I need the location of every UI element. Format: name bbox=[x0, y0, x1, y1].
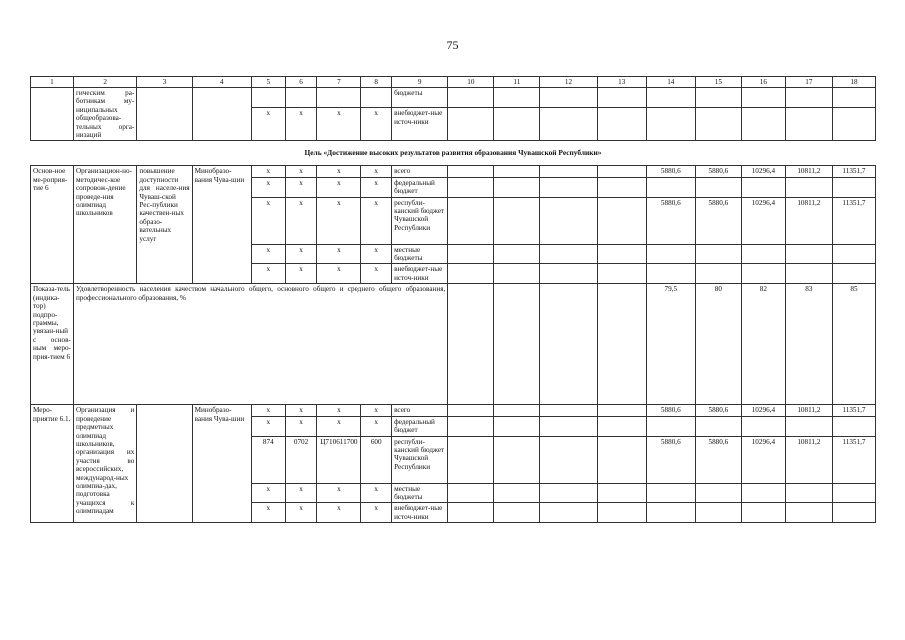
value-cell bbox=[832, 244, 875, 264]
code-cell: x bbox=[285, 197, 317, 244]
empty-cell bbox=[597, 436, 646, 483]
empty-cell bbox=[597, 244, 646, 264]
value-cell: 10296,4 bbox=[741, 197, 785, 244]
empty-cell bbox=[540, 503, 597, 523]
empty-cell bbox=[540, 88, 597, 108]
empty-cell bbox=[494, 503, 540, 523]
code-cell: x bbox=[251, 405, 285, 416]
indicator-text: Удовлетворенность населения качеством начального общего, основного общего и среднего общего образования, профессионального образования, % bbox=[73, 284, 447, 405]
empty-cell bbox=[494, 177, 540, 197]
m61-executor: Минобразо-вания Чува-шии bbox=[192, 405, 251, 523]
code-cell: x bbox=[317, 177, 361, 197]
funding-source: внебюджет-ные источ-ники bbox=[392, 108, 448, 141]
col-num: 3 bbox=[137, 77, 192, 88]
empty-cell bbox=[540, 264, 597, 284]
empty-cell bbox=[832, 88, 875, 108]
empty-cell bbox=[448, 503, 494, 523]
empty-cell bbox=[597, 108, 646, 141]
code-cell bbox=[251, 88, 285, 108]
value-cell: 11351,7 bbox=[832, 166, 875, 177]
code-cell: x bbox=[285, 244, 317, 264]
value-cell: 11351,7 bbox=[832, 436, 875, 483]
code-cell: x bbox=[251, 166, 285, 177]
page-number: 75 bbox=[446, 38, 459, 52]
kbk-code: 600 bbox=[361, 436, 392, 483]
empty-cell bbox=[597, 416, 646, 436]
code-cell: x bbox=[251, 483, 285, 503]
funding-source: внебюджет-ные источ-ники bbox=[392, 264, 448, 284]
col-num: 12 bbox=[540, 77, 597, 88]
code-cell: x bbox=[361, 503, 392, 523]
value-cell: 5880,6 bbox=[646, 197, 695, 244]
code-cell: x bbox=[251, 177, 285, 197]
empty-cell bbox=[494, 483, 540, 503]
empty-cell bbox=[448, 264, 494, 284]
code-cell: x bbox=[317, 108, 361, 141]
empty-cell bbox=[695, 88, 741, 108]
empty-cell bbox=[540, 436, 597, 483]
col-num: 18 bbox=[832, 77, 875, 88]
value-cell: 10811,2 bbox=[785, 197, 832, 244]
value-cell bbox=[741, 416, 785, 436]
code-cell bbox=[361, 88, 392, 108]
value-cell bbox=[695, 244, 741, 264]
om6-row bbox=[31, 166, 876, 177]
value-cell: 5880,6 bbox=[646, 436, 695, 483]
code-cell bbox=[285, 88, 317, 108]
code-cell: x bbox=[317, 197, 361, 244]
m61-label: Меро-приятие 6.1. bbox=[31, 405, 74, 523]
funding-source: республи-канский бюджет Чувашской Республики bbox=[392, 436, 448, 483]
empty-cell bbox=[448, 197, 494, 244]
value-cell: 5880,6 bbox=[646, 166, 695, 177]
code-cell: x bbox=[317, 244, 361, 264]
m61-title: Организация и проведение предметных олимпиад школьников, организация их участия во всероссийских, международ-ных олимпиа-дах, подготовка учащихся к олимпиадам bbox=[73, 405, 136, 523]
empty-cell bbox=[494, 166, 540, 177]
code-cell: x bbox=[285, 483, 317, 503]
empty-cell bbox=[646, 108, 695, 141]
code-cell: x bbox=[251, 264, 285, 284]
value-cell: 5880,6 bbox=[695, 436, 741, 483]
empty-cell bbox=[785, 88, 832, 108]
col-num: 16 bbox=[741, 77, 785, 88]
empty-cell bbox=[448, 88, 494, 108]
funding-source: местные бюджеты bbox=[392, 244, 448, 264]
col-num: 17 bbox=[785, 77, 832, 88]
value-cell: 5880,6 bbox=[646, 405, 695, 416]
cont-measure-text: гическим ра-ботникам му-ниципальных общеобразова-тельных орга-низаций bbox=[73, 88, 136, 141]
cont-col4 bbox=[192, 88, 251, 141]
empty-cell bbox=[494, 197, 540, 244]
indicator-row bbox=[31, 284, 876, 405]
value-cell bbox=[741, 244, 785, 264]
empty-cell bbox=[540, 416, 597, 436]
empty-cell bbox=[646, 88, 695, 108]
empty-cell bbox=[448, 284, 494, 405]
code-cell: x bbox=[251, 244, 285, 264]
empty-cell bbox=[540, 244, 597, 264]
goal-row bbox=[31, 141, 876, 166]
code-cell: x bbox=[285, 416, 317, 436]
empty-cell bbox=[494, 284, 540, 405]
empty-cell bbox=[448, 436, 494, 483]
empty-cell bbox=[540, 284, 597, 405]
code-cell: x bbox=[251, 197, 285, 244]
empty-cell bbox=[494, 436, 540, 483]
value-cell bbox=[741, 177, 785, 197]
m61-goal bbox=[137, 405, 192, 523]
value-cell bbox=[695, 177, 741, 197]
empty-cell bbox=[597, 177, 646, 197]
value-cell bbox=[695, 483, 741, 503]
value-cell: 10811,2 bbox=[785, 405, 832, 416]
empty-cell bbox=[741, 108, 785, 141]
indicator-value: 79,5 bbox=[646, 284, 695, 405]
code-cell: x bbox=[361, 108, 392, 141]
om6-goal: повышение доступности для населе-ния Чуваш-ской Рес-публики качествен-ных образо-вательных услуг bbox=[137, 166, 192, 284]
empty-cell bbox=[540, 108, 597, 141]
empty-cell bbox=[448, 416, 494, 436]
value-cell bbox=[646, 264, 695, 284]
empty-cell bbox=[597, 264, 646, 284]
empty-cell bbox=[494, 405, 540, 416]
empty-cell bbox=[540, 483, 597, 503]
value-cell bbox=[695, 264, 741, 284]
code-cell: x bbox=[361, 264, 392, 284]
empty-cell bbox=[540, 166, 597, 177]
col-num: 9 bbox=[392, 77, 448, 88]
program-table bbox=[30, 76, 876, 523]
code-cell: x bbox=[361, 166, 392, 177]
code-cell: x bbox=[285, 177, 317, 197]
value-cell bbox=[646, 177, 695, 197]
col-num: 14 bbox=[646, 77, 695, 88]
indicator-value: 85 bbox=[832, 284, 875, 405]
col-num: 10 bbox=[448, 77, 494, 88]
indicator-label: Показа-тель (индика-тор) подпро-граммы, увязан-ный с основ-ным меро-прия-тием 6 bbox=[31, 284, 74, 405]
indicator-value: 83 bbox=[785, 284, 832, 405]
m61-row bbox=[31, 405, 876, 416]
code-cell: x bbox=[361, 416, 392, 436]
value-cell bbox=[695, 503, 741, 523]
empty-cell bbox=[597, 483, 646, 503]
funding-source: бюджеты bbox=[392, 88, 448, 108]
value-cell bbox=[741, 503, 785, 523]
value-cell: 10296,4 bbox=[741, 436, 785, 483]
empty-cell bbox=[597, 503, 646, 523]
value-cell: 10296,4 bbox=[741, 166, 785, 177]
empty-cell bbox=[597, 197, 646, 244]
empty-cell bbox=[597, 166, 646, 177]
code-cell: x bbox=[251, 503, 285, 523]
code-cell: x bbox=[361, 177, 392, 197]
funding-source: всего bbox=[392, 166, 448, 177]
code-cell bbox=[317, 88, 361, 108]
value-cell: 11351,7 bbox=[832, 197, 875, 244]
empty-cell bbox=[494, 244, 540, 264]
funding-source: всего bbox=[392, 405, 448, 416]
empty-cell bbox=[448, 405, 494, 416]
funding-source: федеральный бюджет bbox=[392, 416, 448, 436]
empty-cell bbox=[832, 108, 875, 141]
om6-label: Основ-ное ме-роприя-тие 6 bbox=[31, 166, 74, 284]
value-cell bbox=[785, 483, 832, 503]
om6-executor: Минобразо-вания Чува-шии bbox=[192, 166, 251, 284]
empty-cell bbox=[597, 405, 646, 416]
value-cell bbox=[695, 416, 741, 436]
funding-source: федеральный бюджет bbox=[392, 177, 448, 197]
col-num: 1 bbox=[31, 77, 74, 88]
cont-col3 bbox=[137, 88, 192, 141]
code-cell: x bbox=[361, 405, 392, 416]
code-cell: x bbox=[285, 405, 317, 416]
indicator-value: 80 bbox=[695, 284, 741, 405]
goal-heading: Цель «Достижение высоких результатов развития образования Чувашской Республики» bbox=[31, 141, 876, 166]
value-cell bbox=[646, 503, 695, 523]
value-cell bbox=[832, 177, 875, 197]
funding-source: внебюджет-ные источ-ники bbox=[392, 503, 448, 523]
col-num: 5 bbox=[251, 77, 285, 88]
code-cell: x bbox=[317, 416, 361, 436]
col-num: 11 bbox=[494, 77, 540, 88]
value-cell bbox=[741, 264, 785, 284]
value-cell bbox=[785, 503, 832, 523]
kbk-code: 0702 bbox=[285, 436, 317, 483]
continuation-row bbox=[31, 88, 876, 108]
empty-cell bbox=[448, 108, 494, 141]
code-cell: x bbox=[285, 264, 317, 284]
empty-cell bbox=[540, 177, 597, 197]
indicator-value: 82 bbox=[741, 284, 785, 405]
col-num: 15 bbox=[695, 77, 741, 88]
value-cell bbox=[832, 416, 875, 436]
value-cell bbox=[832, 503, 875, 523]
empty-cell bbox=[448, 166, 494, 177]
col-num: 7 bbox=[317, 77, 361, 88]
code-cell: x bbox=[285, 108, 317, 141]
value-cell: 5880,6 bbox=[695, 197, 741, 244]
value-cell bbox=[785, 244, 832, 264]
column-number-row bbox=[31, 77, 876, 88]
code-cell: x bbox=[317, 405, 361, 416]
empty-cell bbox=[448, 244, 494, 264]
value-cell bbox=[785, 177, 832, 197]
empty-cell bbox=[494, 264, 540, 284]
code-cell: x bbox=[285, 503, 317, 523]
value-cell bbox=[785, 264, 832, 284]
empty-cell bbox=[540, 197, 597, 244]
value-cell: 11351,7 bbox=[832, 405, 875, 416]
value-cell bbox=[832, 483, 875, 503]
code-cell: x bbox=[361, 244, 392, 264]
code-cell: x bbox=[361, 197, 392, 244]
col-num: 6 bbox=[285, 77, 317, 88]
value-cell: 10811,2 bbox=[785, 166, 832, 177]
value-cell bbox=[785, 416, 832, 436]
empty-cell bbox=[741, 88, 785, 108]
empty-cell bbox=[540, 405, 597, 416]
value-cell: 5880,6 bbox=[695, 166, 741, 177]
col-num: 8 bbox=[361, 77, 392, 88]
col-num: 4 bbox=[192, 77, 251, 88]
code-cell: x bbox=[317, 264, 361, 284]
code-cell: x bbox=[285, 166, 317, 177]
code-cell: x bbox=[317, 166, 361, 177]
kbk-code: 874 bbox=[251, 436, 285, 483]
code-cell: x bbox=[361, 483, 392, 503]
funding-source: республи-канский бюджет Чувашской Республики bbox=[392, 197, 448, 244]
col-num: 13 bbox=[597, 77, 646, 88]
code-cell: x bbox=[251, 108, 285, 141]
empty-cell bbox=[597, 88, 646, 108]
empty-cell bbox=[695, 108, 741, 141]
code-cell: x bbox=[251, 416, 285, 436]
value-cell bbox=[646, 483, 695, 503]
empty-cell bbox=[448, 177, 494, 197]
value-cell bbox=[646, 244, 695, 264]
cont-col1 bbox=[31, 88, 74, 141]
om6-title: Организацион-но-методичес-кое сопровож-дение проведе-ния олимпиад школьников bbox=[73, 166, 136, 284]
value-cell: 10296,4 bbox=[741, 405, 785, 416]
funding-source: местные бюджеты bbox=[392, 483, 448, 503]
empty-cell bbox=[448, 483, 494, 503]
value-cell bbox=[832, 264, 875, 284]
value-cell bbox=[646, 416, 695, 436]
kbk-code: Ц710611700 bbox=[317, 436, 361, 483]
code-cell: x bbox=[317, 483, 361, 503]
empty-cell bbox=[494, 108, 540, 141]
value-cell bbox=[741, 483, 785, 503]
empty-cell bbox=[597, 284, 646, 405]
empty-cell bbox=[785, 108, 832, 141]
code-cell: x bbox=[317, 503, 361, 523]
empty-cell bbox=[494, 88, 540, 108]
col-num: 2 bbox=[73, 77, 136, 88]
value-cell: 5880,6 bbox=[695, 405, 741, 416]
empty-cell bbox=[494, 416, 540, 436]
value-cell: 10811,2 bbox=[785, 436, 832, 483]
